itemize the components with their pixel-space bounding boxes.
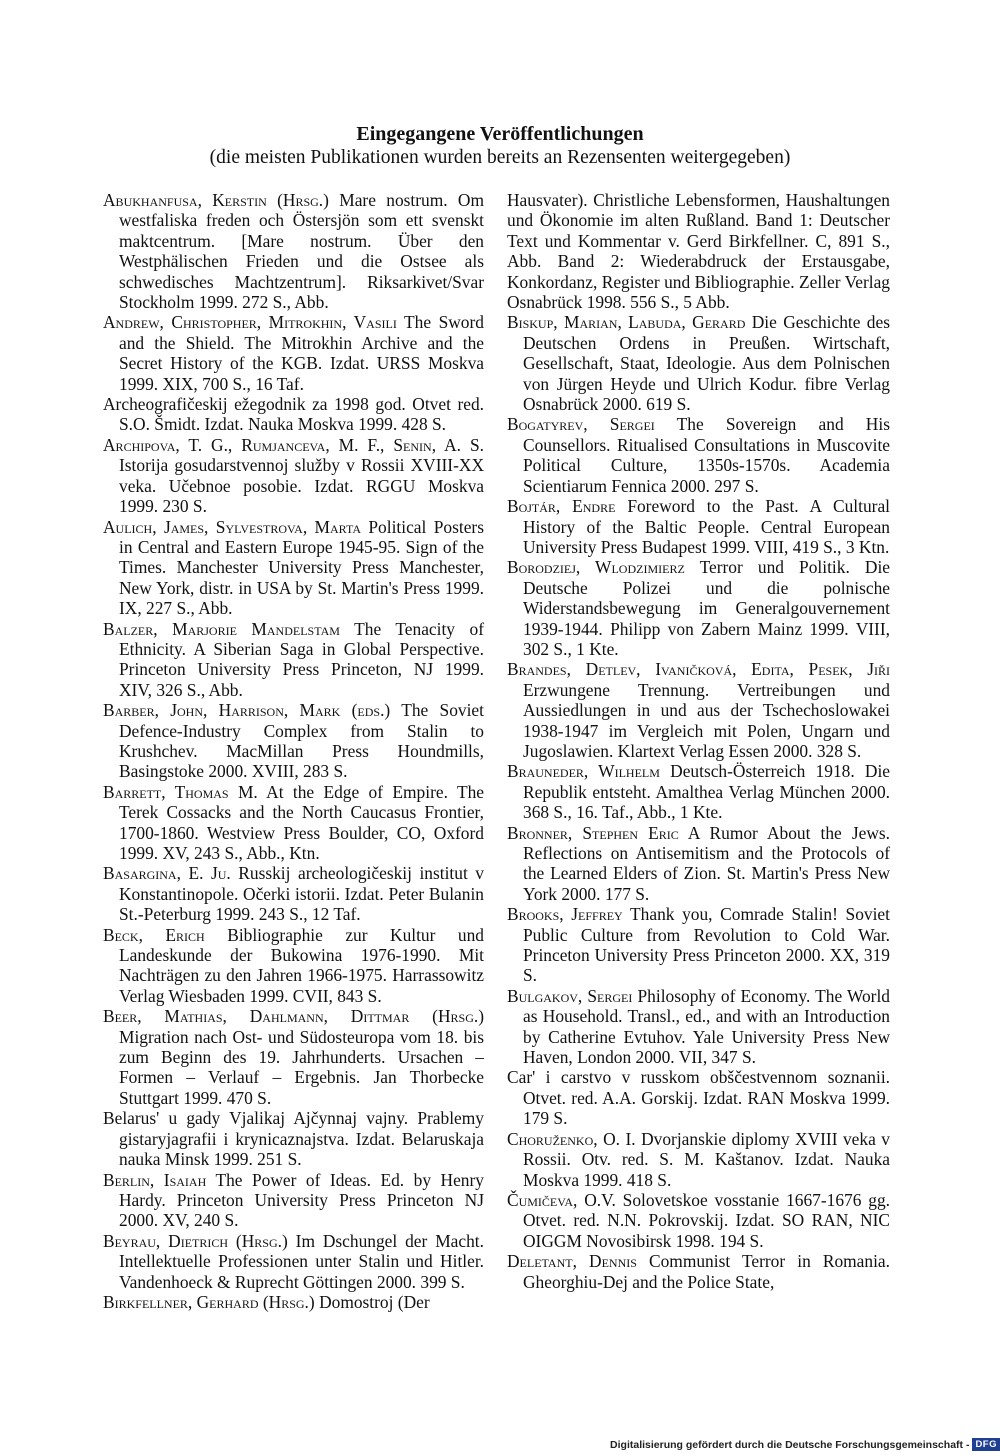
entry-author: Birkfellner, Gerhard (Hrsg.) bbox=[103, 1291, 315, 1312]
entry-text: Domostroj (Der bbox=[319, 1291, 430, 1312]
bibliography-entry bbox=[507, 414, 890, 496]
entry-text: The Power of Ideas. Ed. by Henry Hardy. Princeton University Press Princeton NJ 2000. XV, 240 S. bbox=[119, 1169, 484, 1231]
entry-author: Čumičeva, O.V. bbox=[507, 1189, 616, 1210]
entry-author: Basargina, E. Ju. bbox=[103, 863, 231, 884]
entry-text: Thank you, Comrade Stalin! Soviet Public Culture from Revolution to Cold War. Princeton University Press Princeton 2000. XX, 319 S. bbox=[523, 904, 890, 986]
entry-text: Car' i carstvo v russkom obščestvennom soznanii. Otvet. red. A.A. Gorskij. Izdat. RAN Moskva 1999. 179 S. bbox=[507, 1067, 890, 1129]
footer-credit bbox=[610, 1438, 1000, 1451]
dfg-logo: DFG bbox=[972, 1438, 1000, 1451]
bibliography-entry bbox=[507, 659, 890, 761]
bibliography-entry bbox=[507, 312, 890, 414]
entry-text: Communist Terror in Romania. Gheorghiu-Dej and the Police State, bbox=[523, 1251, 890, 1292]
entry-text: The Tenacity of Ethnicity. A Siberian Saga in Global Perspective. Princeton University Press Princeton, NJ 1999. XIV, 326 S., Abb. bbox=[119, 618, 484, 700]
bibliography-entry bbox=[103, 1006, 484, 1108]
entry-author: Archipova, T. G., Rumjanceva, M. F., Senin, bbox=[103, 434, 437, 455]
bibliography-entry bbox=[507, 1129, 890, 1190]
entry-text: Political Posters in Central and Eastern Europe 1945-95. Sign of the Times. Manchester University Press Manchester, New York, distr. in USA by St. Martin's Press 1999. IX, 227 S., Abb. bbox=[119, 516, 484, 619]
entry-text: Solovetskoe vosstanie 1667-1676 gg. Otvet. red. N.N. Pokrovskij. Izdat. SO RAN, NIC OIGGM Novosibirsk 1998. 194 S. bbox=[523, 1189, 890, 1251]
entry-author: Bojtár, Endre bbox=[507, 496, 616, 517]
entry-author: Andrew, Christopher, Mitrokhin, Vasili bbox=[103, 312, 397, 333]
entry-text: Hausvater). Christliche Lebensformen, Haushaltungen und Ökonomie im alten Rußland. Band 1: Deutscher Text und Kommentar v. Gerd Birkfellner. C, 891 S., Abb. Band 2: Wiederabdruck der Erstausgabe, Konkordanz, Register und Bibliographie. Zeller Verlag Osnabrück 1998. 556 S., 5 Abb. bbox=[507, 190, 890, 313]
bibliography-entry bbox=[103, 1292, 484, 1312]
bibliography-entry bbox=[507, 1067, 890, 1128]
entry-text: Dvorjanskie diplomy XVIII veka v Rossii. Otv. red. S. M. Kaštanov. Izdat. Nauka Moskva 1999. 418 S. bbox=[523, 1128, 890, 1190]
entry-text: Mare nostrum. Om westfaliska freden och Östersjön som ett svenskt maktcentrum. [Mare nostrum. Über den Westphälischen Frieden und die Ostsee als schwedisches Machtzentrum]. Riksarkivet/Svar Stockholm 1999. 272 S., Abb. bbox=[119, 190, 484, 313]
entry-text: A. S. Istorija gosudarstvennoj služby v Rossii XVIII-XX veka. Učebnoe posobie. Izdat. RGGU Moskva 1999. 230 S. bbox=[119, 434, 484, 517]
entry-author: Beyrau, Dietrich (Hrsg.) bbox=[103, 1230, 288, 1251]
bibliography-left-column bbox=[103, 190, 484, 1312]
bibliography-entry bbox=[103, 1108, 484, 1169]
entry-text: The Sovereign and His Counsellors. Ritualised Consultations in Muscovite Political Culture, 1350s-1570s. Academia Scientiarum Fennica 2000. 297 S. bbox=[523, 414, 890, 496]
bibliography-entry bbox=[103, 700, 484, 782]
entry-text: Erzwungene Trennung. Vertreibungen und Aussiedlungen in und aus der Tschechoslowakei 1938-1947 im Vergleich mit Polen, Ungarn und Jugoslawien. Klartext Verlag Essen 2000. 328 S. bbox=[523, 679, 890, 761]
bibliography-entry bbox=[103, 517, 484, 619]
entry-text: Philosophy of Economy. The World as Household. Transl., ed., and with an Introduction by Catherine Evtuhov. Yale University Press New Haven, London 2000. VII, 347 S. bbox=[523, 985, 890, 1068]
entry-text: Archeografičeskij ežegodnik za 1998 god. Otvet red. S.O. Šmidt. Izdat. Nauka Moskva 1999. 428 S. bbox=[103, 394, 484, 435]
bibliography-entry bbox=[103, 925, 484, 1007]
bibliography-entry bbox=[103, 863, 484, 924]
bibliography-entry bbox=[103, 435, 484, 517]
bibliography-entry bbox=[507, 986, 890, 1068]
bibliography-entry bbox=[507, 1251, 890, 1292]
bibliography-entry bbox=[103, 1170, 484, 1231]
entry-text: The Soviet Defence-Industry Complex from Stalin to Krushchev. MacMillan Press Houndmills, Basingstoke 2000. XVIII, 283 S. bbox=[119, 700, 484, 782]
entry-author: Brandes, Detlev, Ivaničková, Edita, Pesek, Jiři bbox=[507, 659, 890, 680]
entry-text: The Sword and the Shield. The Mitrokhin Archive and the Secret History of the KGB. Izdat. URSS Moskva 1999. XIX, 700 S., 16 Taf. bbox=[119, 312, 484, 394]
entry-text: Migration nach Ost- und Südosteuropa vom 18. bis zum Beginn des 19. Jahrhunderts. Ursachen – Formen – Verlauf – Ergebnis. Jan Thorbecke Stuttgart 1999. 470 S. bbox=[119, 1026, 484, 1108]
page-subtitle: (die meisten Publikationen wurden bereits an Rezensenten weitergegeben) bbox=[209, 147, 791, 168]
entry-text: Im Dschungel der Macht. Intellektuelle Professionen unter Stalin und Hitler. Vandenhoeck & Ruprecht Göttingen 2000. 399 S. bbox=[119, 1230, 484, 1292]
entry-author: Deletant, Dennis bbox=[507, 1251, 637, 1272]
entry-text: Bibliographie zur Kultur und Landeskunde der Bukowina 1976-1990. Mit Nachträgen zu den Jahren 1966-1975. Harrassowitz Verlag Wiesbaden 1999. CVII, 843 S. bbox=[119, 924, 484, 1006]
entry-text: Terror und Politik. Die Deutsche Polizei und die polnische Widerstandsbewegung im Generalgouvernement 1939-1944. Philipp von Zabern Mainz 1999. VIII, 302 S., 1 Kte. bbox=[523, 557, 890, 659]
entry-author: Choruženko, O. I. bbox=[507, 1128, 636, 1149]
bibliography-entry bbox=[103, 394, 484, 435]
bibliography-right-column bbox=[507, 190, 890, 1292]
bibliography-entry bbox=[507, 557, 890, 659]
page-header bbox=[100, 122, 900, 170]
entry-author: Bronner, Stephen Eric bbox=[507, 822, 679, 843]
entry-author: Barber, John, Harrison, Mark (eds.) bbox=[103, 700, 391, 721]
entry-author: Brauneder, Wilhelm bbox=[507, 761, 660, 782]
bibliography-entry bbox=[103, 619, 484, 701]
bibliography-entry bbox=[103, 312, 484, 394]
entry-author: Balzer, Marjorie Mandelstam bbox=[103, 618, 340, 639]
bibliography-entry bbox=[507, 823, 890, 905]
page-title: Eingegangene Veröffentlichungen bbox=[356, 123, 644, 145]
entry-text: Foreword to the Past. A Cultural History of the Baltic People. Central European University Press Budapest 1999. VIII, 419 S., 3 Ktn. bbox=[523, 496, 890, 557]
entry-author: Brooks, Jeffrey bbox=[507, 904, 623, 925]
entry-text: Belarus' u gady Vjalikaj Ajčynnaj vajny. Prablemy gistaryjagrafii i krynicaznajstva. Izdat. Belaruskaja nauka Minsk 1999. 251 S. bbox=[103, 1108, 484, 1170]
bibliography-entry bbox=[507, 1190, 890, 1251]
entry-author: Berlin, Isaiah bbox=[103, 1169, 207, 1190]
bibliography-entry bbox=[507, 190, 890, 312]
entry-author: Bogatyrev, Sergei bbox=[507, 414, 655, 435]
bibliography-entry bbox=[103, 190, 484, 312]
entry-author: Borodziej, Wlodzimierz bbox=[507, 557, 685, 578]
entry-author: Beer, Mathias, Dahlmann, Dittmar (Hrsg.) bbox=[103, 1006, 484, 1027]
entry-author: Barrett, Thomas M. bbox=[103, 781, 258, 802]
entry-text: Russkij archeologičeskij institut v Konstantinopole. Očerki istorii. Izdat. Peter Bulanin St.-Peterburg 1999. 243 S., 12 Taf. bbox=[119, 863, 484, 925]
entry-author: Aulich, James, Sylvestrova, Marta bbox=[103, 516, 361, 537]
entry-text: A Rumor About the Jews. Reflections on Antisemitism and the Protocols of the Learned Elders of Zion. St. Martin's Press New York 2000. 177 S. bbox=[523, 822, 890, 904]
entry-author: Biskup, Marian, Labuda, Gerard bbox=[507, 312, 746, 333]
entry-author: Bulgakov, Sergei bbox=[507, 985, 633, 1006]
entry-author: Beck, Erich bbox=[103, 924, 205, 945]
bibliography-entry bbox=[103, 1231, 484, 1292]
entry-text: At the Edge of Empire. The Terek Cossacks and the North Caucasus Frontier, 1700-1860. Westview Press Boulder, CO, Oxford 1999. XV, 243 S., Abb., Ktn. bbox=[119, 781, 484, 863]
bibliography-entry bbox=[507, 496, 890, 557]
bibliography-entry bbox=[103, 782, 484, 864]
footer-text: Digitalisierung gefördert durch die Deutsche Forschungsgemeinschaft - bbox=[610, 1438, 970, 1451]
entry-author: Abukhanfusa, Kerstin (Hrsg.) bbox=[103, 190, 329, 210]
bibliography-entry bbox=[507, 904, 890, 986]
bibliography-entry bbox=[507, 761, 890, 822]
entry-text: Deutsch-Österreich 1918. Die Republik entsteht. Amalthea Verlag München 2000. 368 S., 16. Taf., Abb., 1 Kte. bbox=[523, 761, 890, 823]
entry-text: Die Geschichte des Deutschen Ordens in Preußen. Wirtschaft, Gesellschaft, Staat, Ideologie. Aus dem Polnischen von Jürgen Heyde und Ulrich Kodur. fibre Verlag Osnabrück 2000. 619 S. bbox=[523, 312, 890, 415]
